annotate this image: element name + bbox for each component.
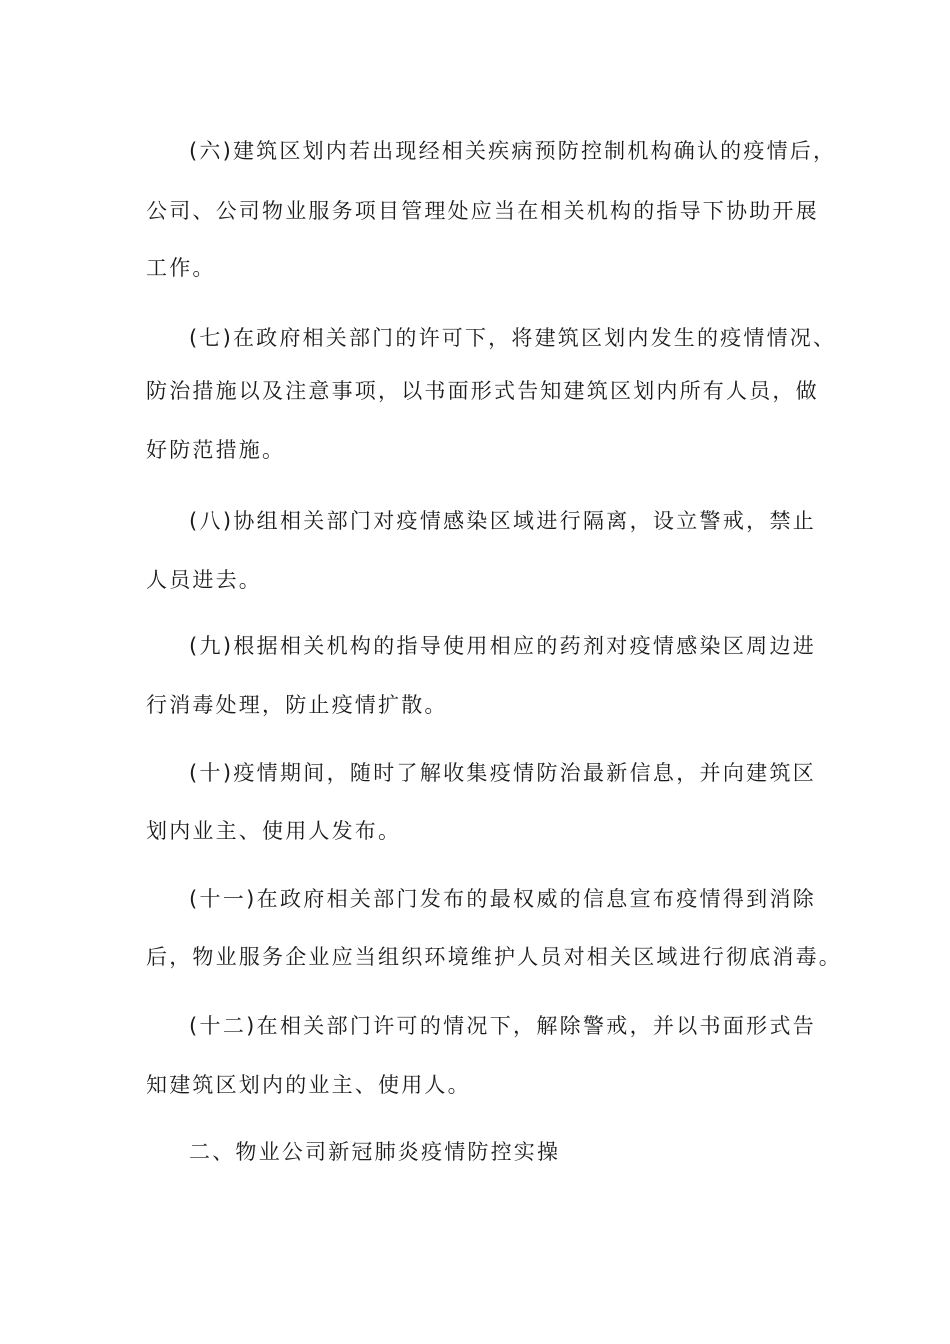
paragraph-3-line-2: 人员进去。 <box>146 568 262 592</box>
paragraph-2-line-1: (七)在政府相关部门的许可下，将建筑区划内发生的疫情情况、 <box>189 326 837 350</box>
paragraph-5-line-2: 划内业主、使用人发布。 <box>146 819 402 843</box>
paragraph-3-line-1: (八)协组相关部门对疫情感染区域进行隔离，设立警戒，禁止 <box>189 509 816 533</box>
paragraph-6-line-1: (十一)在政府相关部门发布的最权威的信息宣布疫情得到消除 <box>189 887 816 911</box>
paragraph-1-line-3: 工作。 <box>146 256 216 280</box>
paragraph-2-line-3: 好防范措施。 <box>146 438 286 462</box>
paragraph-7-line-2: 知建筑区划内的业主、使用人。 <box>146 1073 471 1097</box>
paragraph-2-line-2: 防治措施以及注意事项，以书面形式告知建筑区划内所有人员，做 <box>146 379 819 403</box>
paragraph-1-line-1: (六)建筑区划内若出现经相关疾病预防控制机构确认的疫情后， <box>189 139 837 163</box>
paragraph-4-line-2: 行消毒处理，防止疫情扩散。 <box>146 693 448 717</box>
paragraph-4-line-1: (九)根据相关机构的指导使用相应的药剂对疫情感染区周边进 <box>189 634 816 658</box>
paragraph-1-line-2: 公司、公司物业服务项目管理处应当在相关机构的指导下协助开展 <box>146 199 819 223</box>
paragraph-5-line-1: (十)疫情期间，随时了解收集疫情防治最新信息，并向建筑区 <box>189 761 816 785</box>
paragraph-7-line-1: (十二)在相关部门许可的情况下，解除警戒，并以书面形式告 <box>189 1014 816 1038</box>
paragraph-6-line-2: 后，物业服务企业应当组织环境维护人员对相关区域进行彻底消毒。 <box>146 945 842 969</box>
section-heading: 二、物业公司新冠肺炎疫情防控实操 <box>189 1140 561 1164</box>
